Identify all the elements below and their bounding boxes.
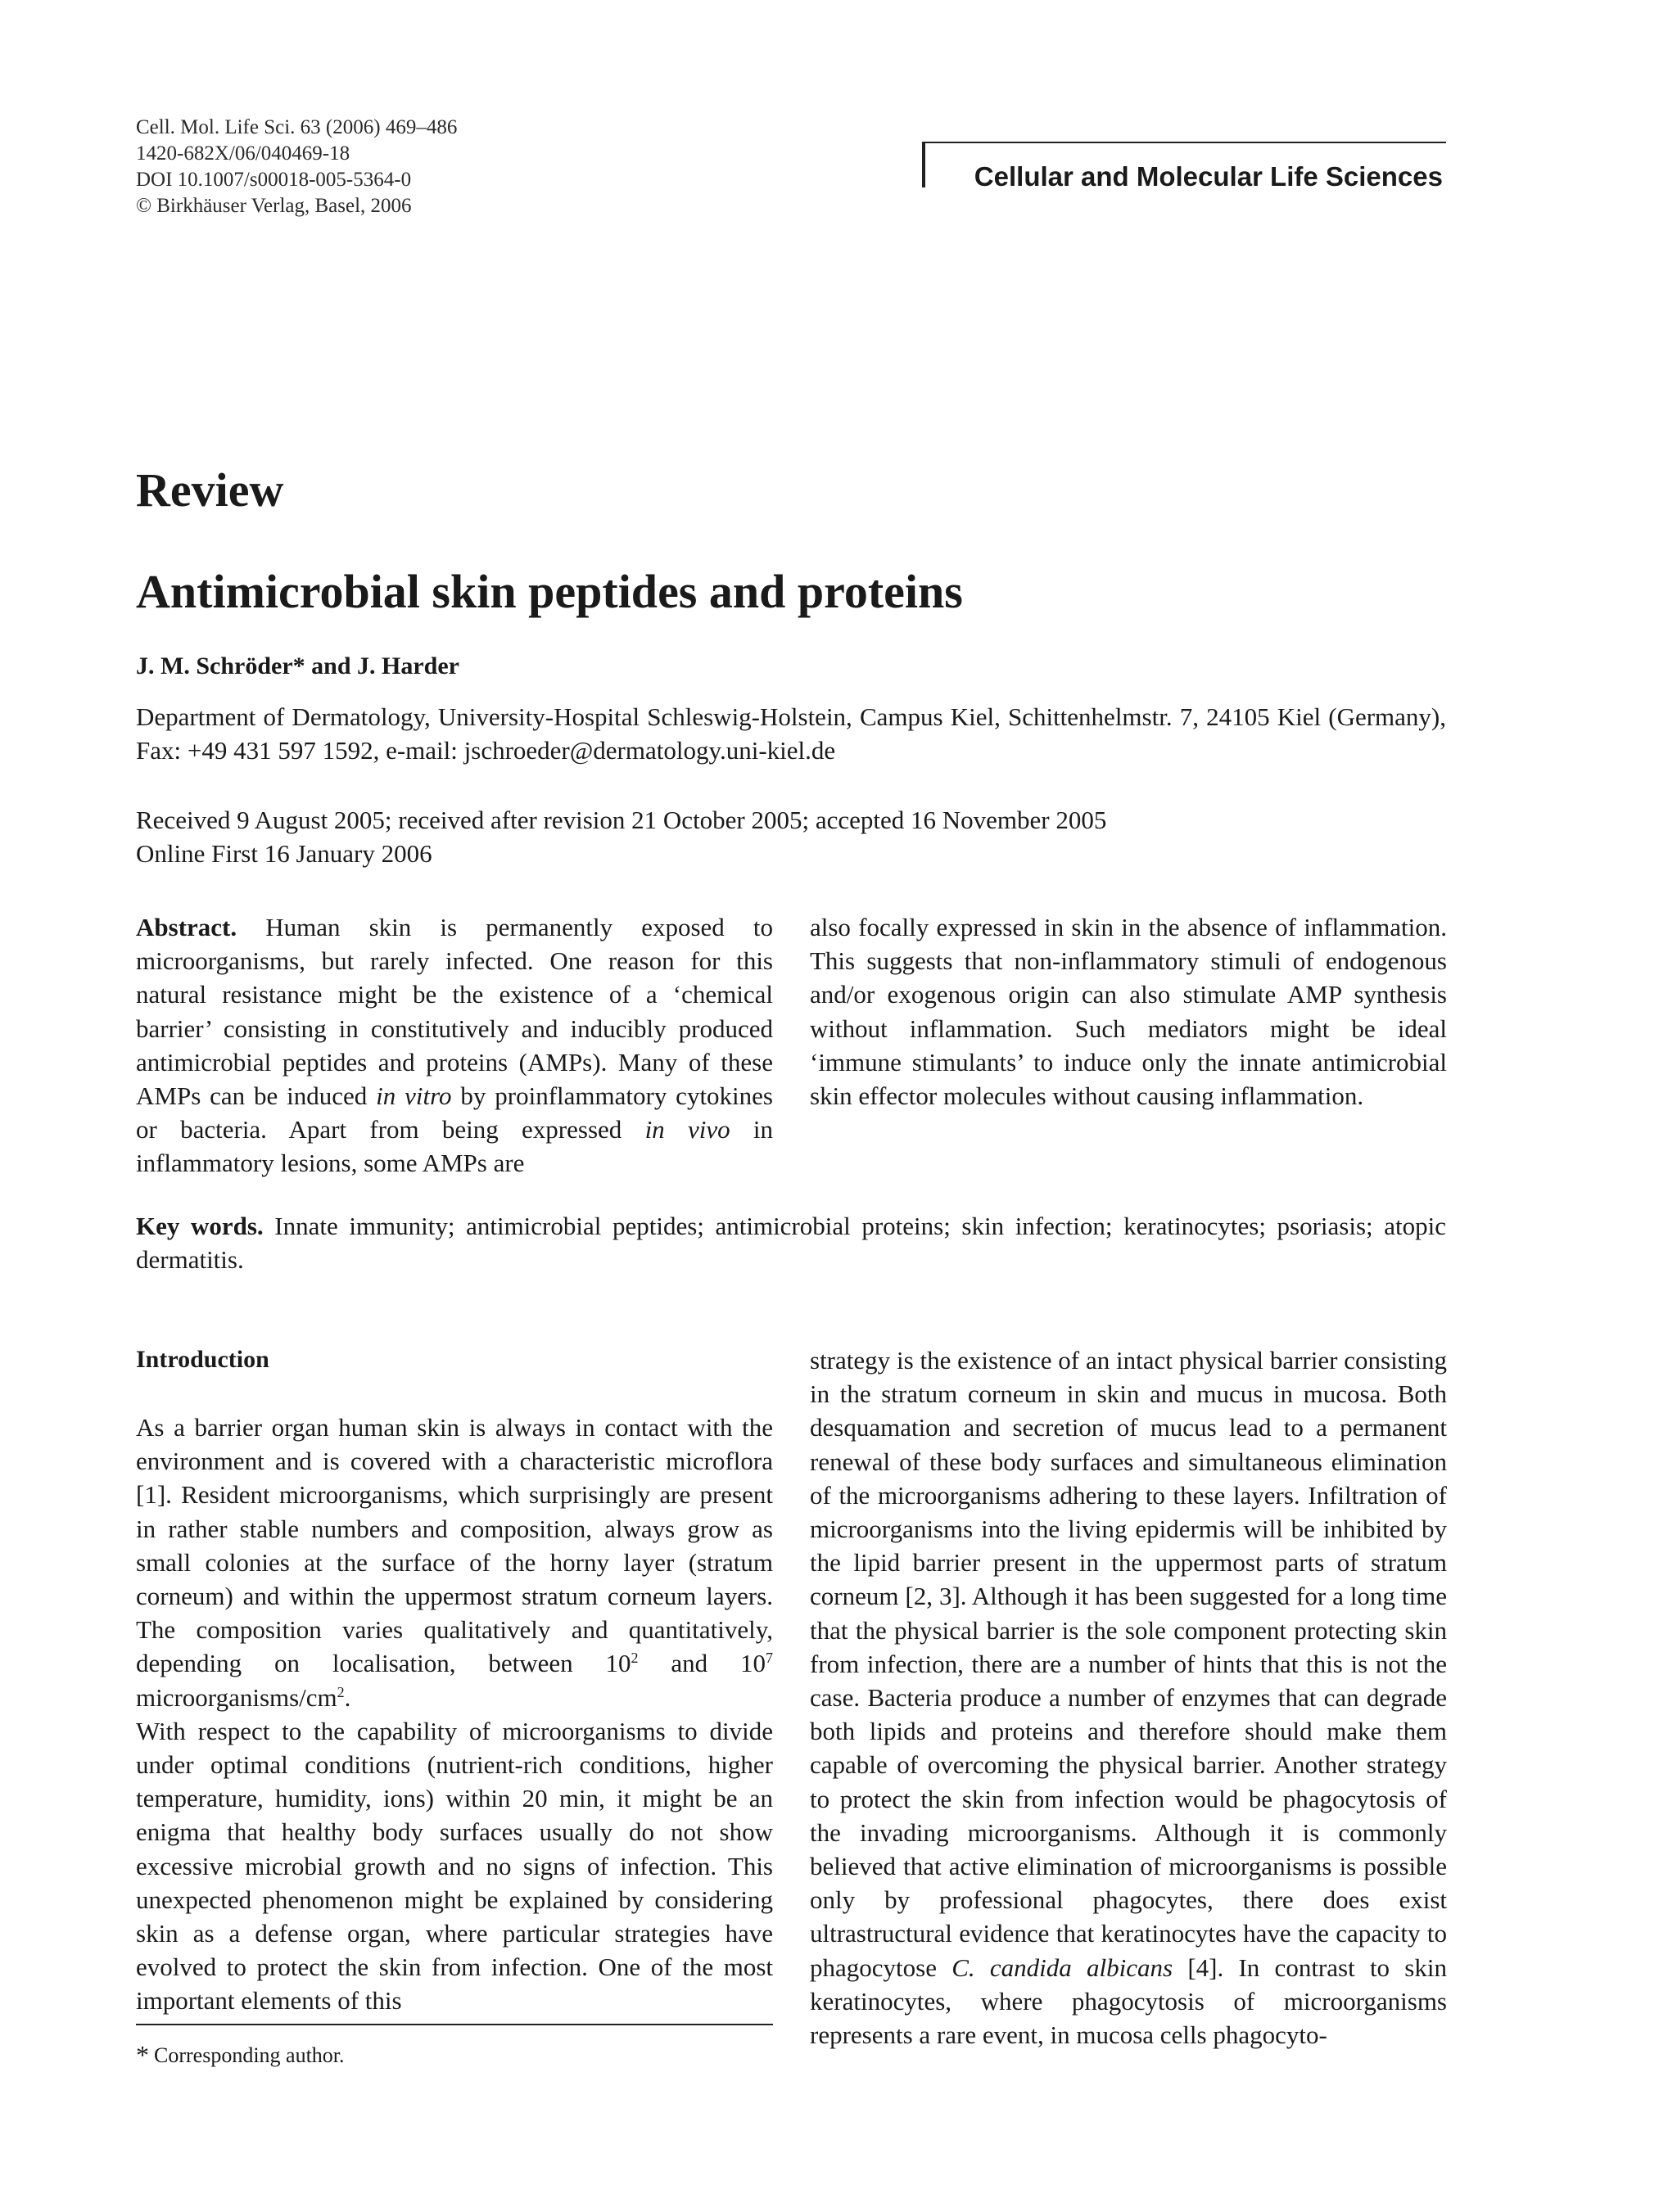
text-run: and 10 xyxy=(638,1649,766,1678)
online-first-date: Online First 16 January 2006 xyxy=(136,839,432,868)
received-dates: Received 9 August 2005; received after revision 21 October 2005; accepted 16 November 2005 xyxy=(136,806,1107,834)
introduction-paragraph-3 xyxy=(810,1343,1447,2052)
keywords-label: Key words. xyxy=(136,1212,264,1240)
citation-line: 1420-682X/06/040469-18 xyxy=(136,142,350,165)
text-run: strategy is the existence of an intact physical barrier consisting in the stratum corneum in skin and mucus in mucosa. Both desquamation and secretion of mucus lead to a permanent renewal of these body surfaces and simultaneous elimination of the microorganisms adhering to these layers. Infiltration of microorganisms into the living epidermis will be inhibited by the lipid barrier present in the uppermost parts of stratum corneum [2, 3]. Although it has been suggested for a long time that the physical barrier is the sole component protecting skin from infection, there are a number of hints that this is not the case. Bacteria produce a number of enzymes that can degrade both lipids and proteins and therefore should make them capable of overcoming the physical barrier. Another strategy to protect the skin from infection would be phagocytosis of the invading microorganisms. Although it is commonly believed that active elimination of microorganisms is possible only by professional phagocytes, there does exist ultrastructural evidence that keratinocytes have the capacity to phagocytose xyxy=(810,1346,1447,1982)
citation-block xyxy=(136,115,594,219)
abstract-column-2 xyxy=(810,910,1447,1113)
section-type: Review xyxy=(136,463,284,517)
abstract-text-run: in inflammatory lesions, some AMPs are xyxy=(136,1115,773,1178)
authors: J. M. Schröder* and J. Harder xyxy=(136,652,459,679)
footnote-text: Corresponding author. xyxy=(154,2043,345,2067)
abstract-text xyxy=(136,910,773,1180)
journal-name: Cellular and Molecular Life Sciences xyxy=(974,161,1443,192)
abstract-column-1 xyxy=(136,910,773,1180)
superscript: 7 xyxy=(766,1650,773,1667)
text-run: microorganisms/cm xyxy=(136,1682,337,1712)
text-run: As a barrier organ human skin is always in contact with the environment and is covered with a characteristic microflora [1]. Resident microorganisms, which surprisingly are present in rather stable numbers and composition, always grow as small colonies at the surface of the horny layer (stratum corneum) and within the uppermost stratum corneum layers. The composition varies qualitatively and quantitatively, depending on localisation, between 10 xyxy=(136,1413,773,1678)
citation-line: DOI 10.1007/s00018-005-5364-0 xyxy=(136,169,412,191)
abstract-text-run: Human skin is permanently exposed to microorganisms, but rarely infected. One reason for this natural resistance might be the existence of a ‘chemical barrier’ consisting in constitutively and inducibly produced antimicrobial peptides and proteins (AMPs). Many of these AMPs can be induced xyxy=(136,913,774,1111)
citation-line: Cell. Mol. Life Sci. 63 (2006) 469–486 xyxy=(136,116,458,138)
article-dates xyxy=(136,803,1446,870)
abstract-italic-run: in vitro xyxy=(376,1081,452,1111)
article-title: Antimicrobial skin peptides and proteins xyxy=(136,565,963,618)
italic-run: C. candida albicans xyxy=(952,1952,1173,1982)
abstract-label: Abstract. xyxy=(136,913,237,941)
introduction-paragraph-2: With respect to the capability of microorganisms to divide under optimal conditions (nutrient-rich conditions, higher temperature, humidity, ions) within 20 min, it might be an enigma that healthy body surfaces usually do not show excessive microbial growth and no signs of infection. This unexpected phenomenon might be explained by considering skin as a defense organ, where particular strategies have evolved to protect the skin from infection. One of the most important elements of this xyxy=(136,1716,773,2016)
superscript: 2 xyxy=(631,1650,639,1667)
keywords xyxy=(136,1209,1446,1276)
introduction-column-2 xyxy=(810,1343,1447,2052)
superscript: 2 xyxy=(337,1683,345,1700)
abstract-italic-run: in vivo xyxy=(644,1115,730,1144)
footnote xyxy=(136,2040,345,2070)
abstract-text-run: by proinflammatory cytokines or bacteria. Apart from being expressed xyxy=(136,1081,773,1144)
keywords-text: Innate immunity; antimicrobial peptides; antimicrobial proteins; skin infection; keratinocytes; psoriasis; atopic dermatitis. xyxy=(136,1212,1446,1274)
affiliation: Department of Dermatology, University-Hospital Schleswig-Holstein, Campus Kiel, Schittenhelmstr. 7, 24105 Kiel (Germany), Fax: +49 431 597 1592, e-mail: jschroeder@dermatology.uni-kiel.de xyxy=(136,702,1446,765)
journal-banner xyxy=(922,142,1446,192)
introduction-paragraph-1 xyxy=(136,1411,773,1714)
introduction-column-1 xyxy=(136,1411,773,2018)
text-run: . xyxy=(344,1682,351,1712)
abstract-text-continued: also focally expressed in skin in the absence of inflammation. This suggests that non-inflammatory stimuli of endogenous and/or exogenous origin can also stimulate AMP synthesis without inflammation. Such mediators might be ideal ‘immune stimulants’ to induce only the innate antimicrobial skin effector molecules without causing inflammation. xyxy=(810,913,1447,1111)
footnote-rule xyxy=(136,2024,773,2025)
footnote-mark: * xyxy=(136,2040,149,2070)
text-run: [4]. In contrast to skin keratinocytes, where phagocytosis of microorganisms represents a rare event, in mucosa cells phagocyto- xyxy=(810,1952,1447,2050)
introduction-heading: Introduction xyxy=(136,1346,269,1373)
citation-line: © Birkhäuser Verlag, Basel, 2006 xyxy=(136,195,412,217)
